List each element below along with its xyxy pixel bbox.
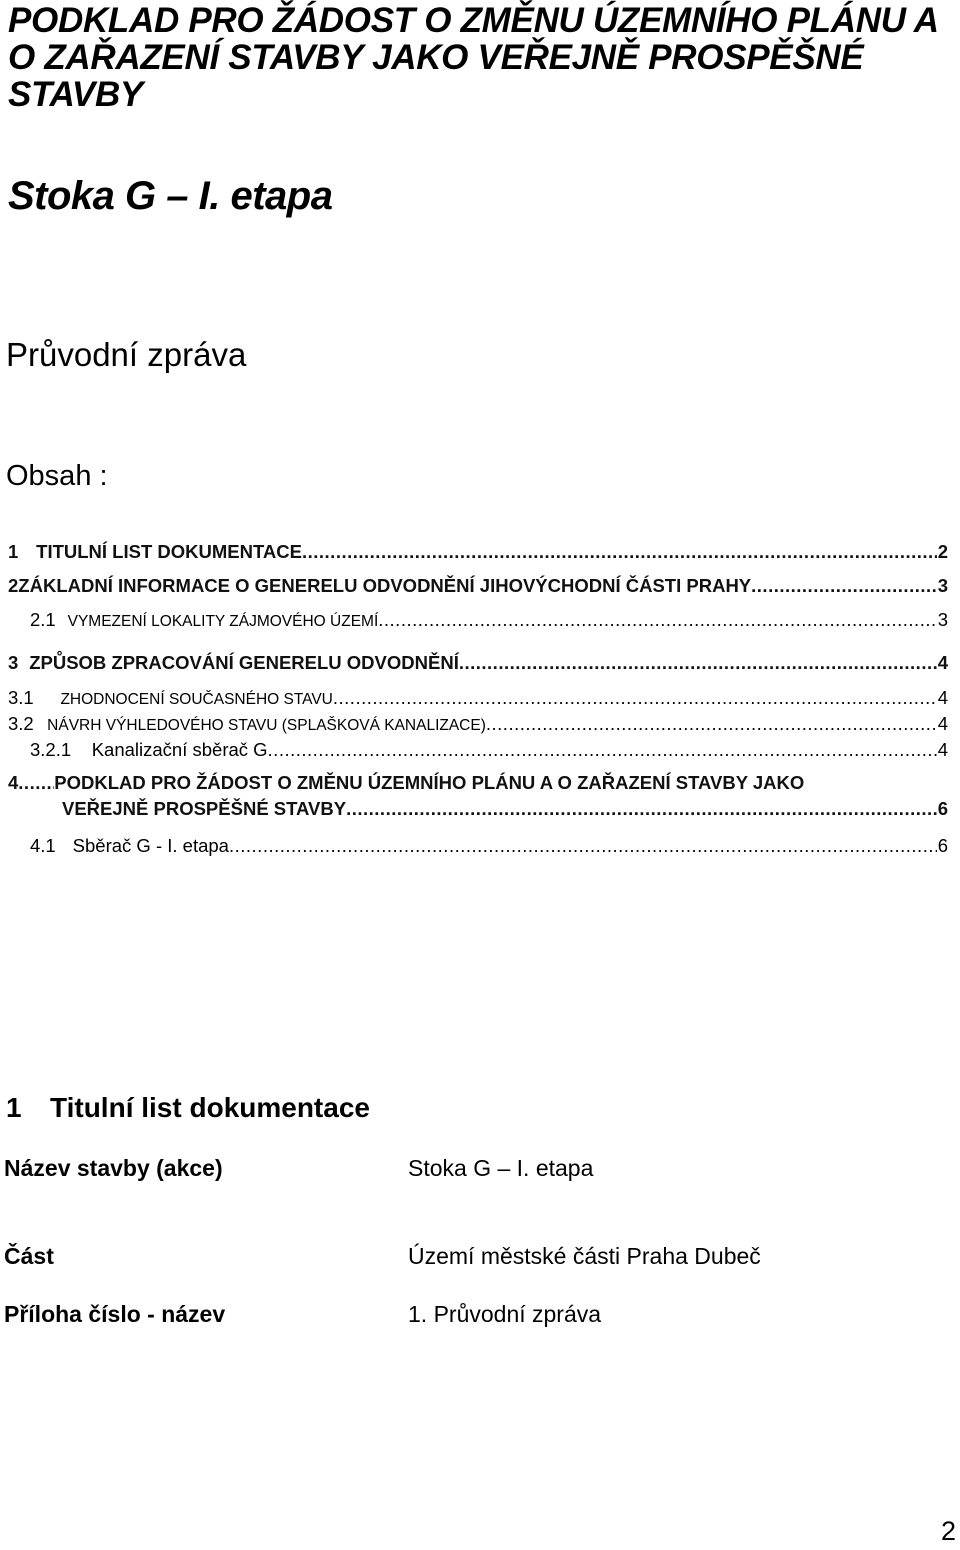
- toc-leader-dots: [333, 685, 937, 711]
- toc-item-label: VEŘEJNĚ PROSPĚŠNÉ STAVBY: [62, 798, 347, 819]
- toc-leader-dots: [268, 737, 937, 763]
- toc-item-number: 2.1: [30, 609, 56, 630]
- toc-item-label: Sběrač G - I. etapa: [72, 835, 229, 856]
- toc-item-3-2[interactable]: [8, 711, 948, 737]
- toc-item-4-1[interactable]: [30, 833, 948, 859]
- toc-item-3-2-1[interactable]: [30, 737, 948, 763]
- toc-leader-dots: [18, 770, 54, 796]
- toc-item-label: PODKLAD PRO ŽÁDOST O ZMĚNU ÚZEMNÍHO PLÁNU A O ZAŘAZENÍ STAVBY JAKO: [54, 772, 805, 793]
- toc-leader-dots: [486, 711, 937, 737]
- contents-label: Obsah :: [6, 460, 108, 492]
- toc-item-3-1[interactable]: [8, 685, 948, 711]
- toc-item-number: 1: [8, 541, 19, 562]
- toc-item-label: VYMEZENÍ LOKALITY ZÁJMOVÉHO ÚZEMÍ: [67, 613, 379, 630]
- toc-leader-dots: [302, 539, 937, 565]
- field-value-attachment: 1. Průvodní zpráva: [408, 1301, 602, 1327]
- field-value-part: Území městské části Praha Dubeč: [408, 1243, 761, 1269]
- toc-item-4[interactable]: [8, 770, 948, 796]
- toc-leader-dots: [378, 607, 936, 633]
- toc-item-2[interactable]: [8, 573, 948, 599]
- field-label-part: Část: [4, 1243, 54, 1269]
- toc-item-4-continuation[interactable]: [62, 796, 948, 822]
- section-heading: [6, 1092, 370, 1124]
- toc-item-page: 6: [937, 798, 948, 819]
- toc-item-page: 2: [937, 541, 948, 562]
- document-subtitle: Stoka G – I. etapa: [8, 174, 333, 218]
- toc-item-label: NÁVRH VÝHLEDOVÉHO STAVU (SPLAŠKOVÁ KANALIZACE): [47, 717, 486, 734]
- toc-item-label: ZPŮSOB ZPRACOVÁNÍ GENERELU ODVODNĚNÍ: [29, 652, 459, 673]
- toc-item-label: ZÁKLADNÍ INFORMACE O GENERELU ODVODNĚNÍ JIHOVÝCHODNÍ ČÁSTI PRAHY: [18, 575, 752, 596]
- toc-item-page: 4: [937, 652, 948, 673]
- field-value-name: Stoka G – I. etapa: [408, 1155, 594, 1181]
- report-title: Průvodní zpráva: [6, 336, 247, 373]
- toc-leader-dots: [459, 650, 937, 676]
- toc-item-number: 3.2: [8, 713, 34, 734]
- section-title: Titulní list dokumentace: [50, 1092, 370, 1123]
- toc-leader-dots: [751, 573, 937, 599]
- toc-item-label: Kanalizační sběrač G: [91, 739, 268, 760]
- toc-item-1[interactable]: [8, 539, 948, 565]
- toc-item-number: 4: [8, 772, 19, 793]
- toc-leader-dots: [346, 796, 937, 822]
- toc-item-page: 4: [937, 739, 948, 760]
- toc-item-page: 3: [937, 609, 948, 630]
- toc-item-page: 4: [937, 713, 948, 734]
- toc-item-number: 3.2.1: [30, 739, 72, 760]
- toc-item-3[interactable]: [8, 650, 948, 676]
- section-number: 1: [6, 1092, 22, 1123]
- toc-item-number: 2: [8, 575, 19, 596]
- toc-item-2-1[interactable]: [30, 607, 948, 633]
- toc-item-number: 3: [8, 652, 19, 673]
- toc-item-label: TITULNÍ LIST DOKUMENTACE: [36, 541, 302, 562]
- toc-item-page: 6: [937, 835, 948, 856]
- toc-item-page: 3: [937, 575, 948, 596]
- document-title: PODKLAD PRO ŽÁDOST O ZMĚNU ÚZEMNÍHO PLÁNU A O ZAŘAZENÍ STAVBY JAKO VEŘEJNĚ PROSPĚŠNÉ STAVBY: [8, 1, 938, 114]
- toc-item-label: ZHODNOCENÍ SOUČASNÉHO STAVU: [60, 691, 333, 708]
- toc-leader-dots: [229, 833, 937, 859]
- toc-item-number: 3.1: [8, 687, 34, 708]
- page-number: 2: [940, 1516, 956, 1546]
- field-label-attachment: Příloha číslo - název: [4, 1301, 226, 1327]
- toc-item-number: 4.1: [30, 835, 56, 856]
- toc-item-page: 4: [937, 687, 948, 708]
- field-label-name: Název stavby (akce): [4, 1155, 223, 1181]
